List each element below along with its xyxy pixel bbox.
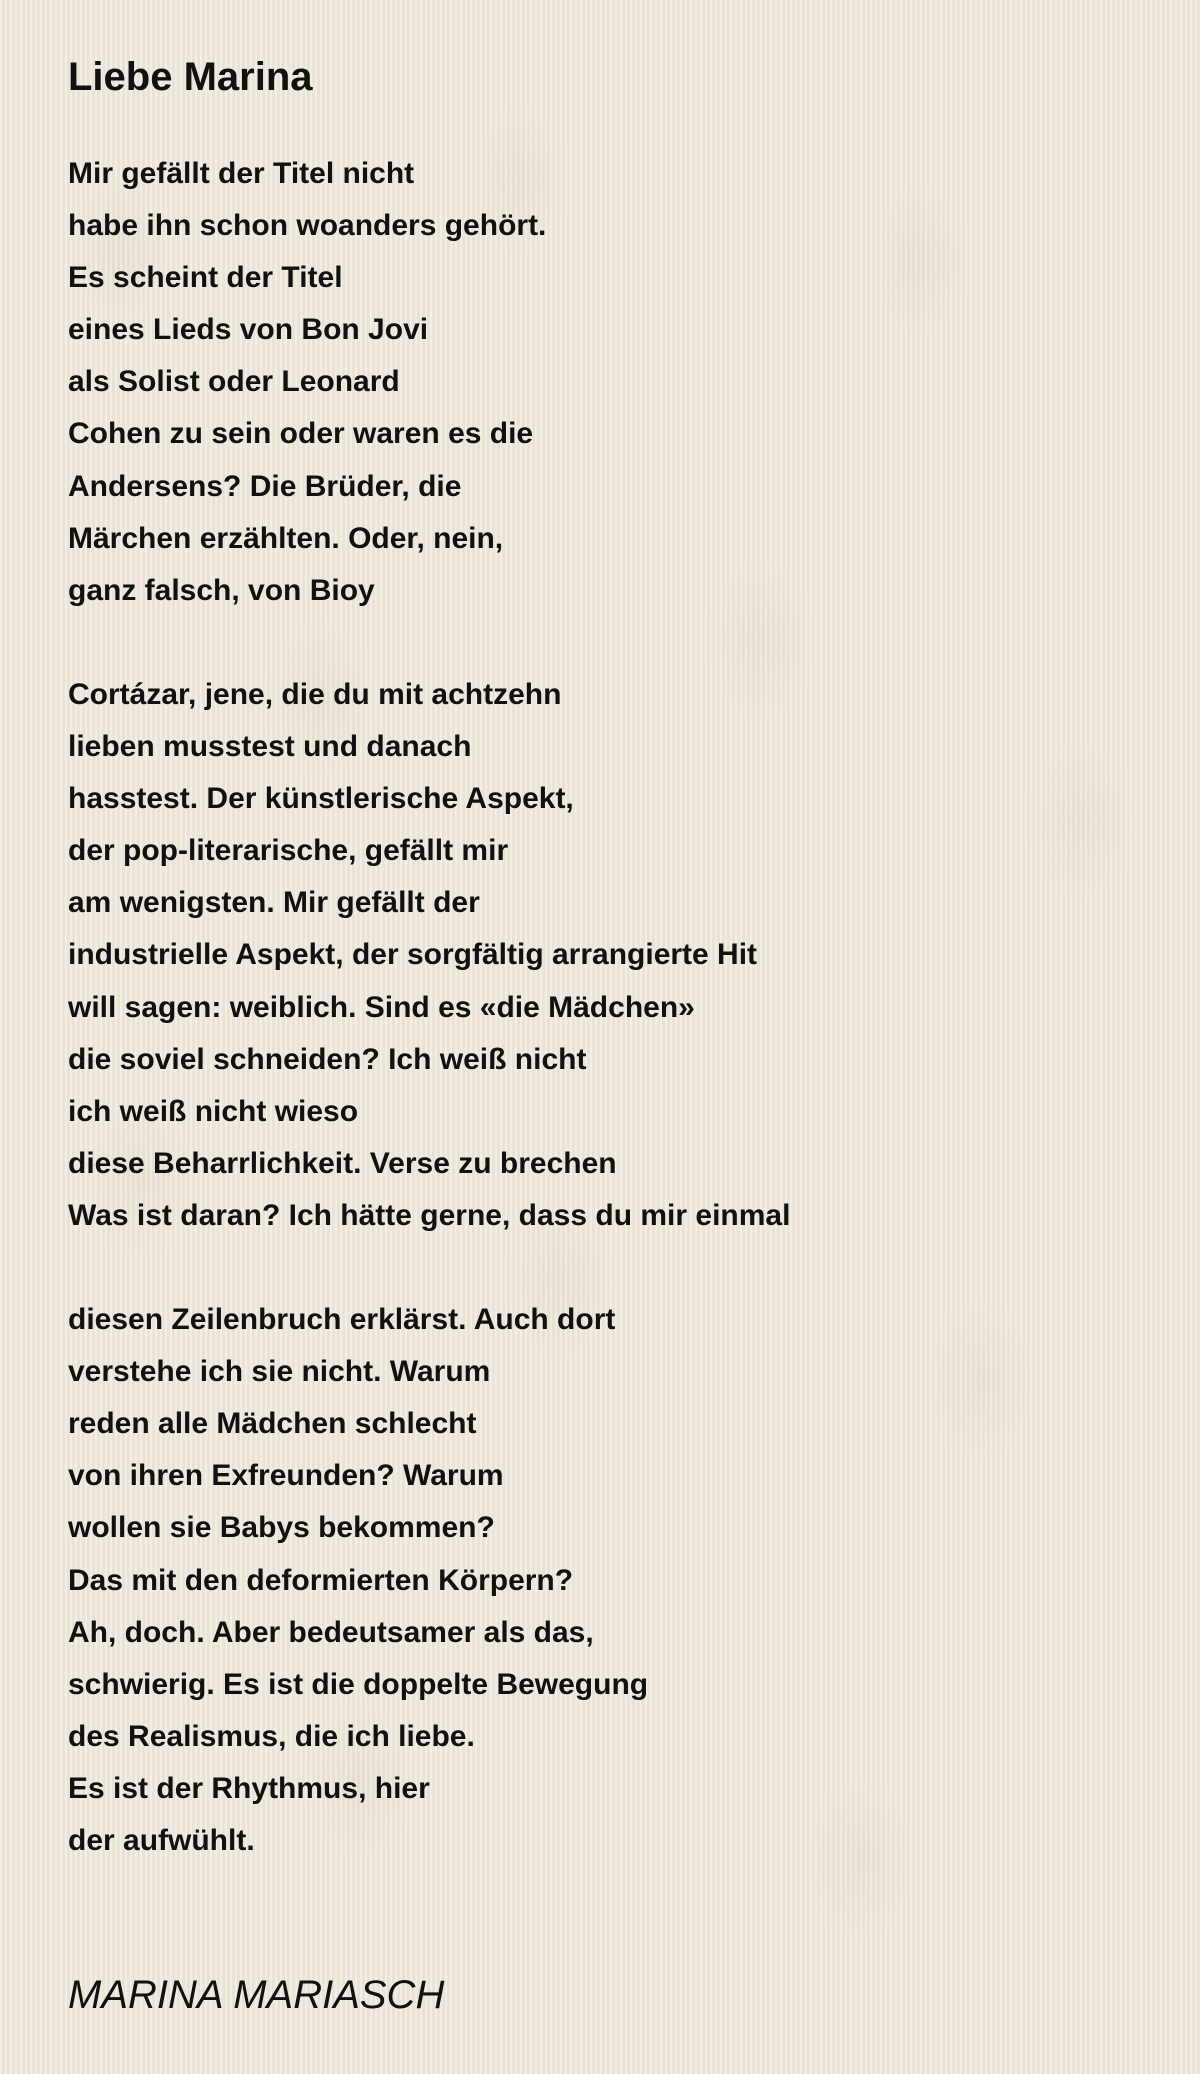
poem-line: der pop-literarische, gefällt mir	[68, 834, 509, 868]
poem-line: verstehe ich sie nicht. Warum	[68, 1355, 491, 1389]
stanza-break	[68, 1242, 790, 1294]
poem-line: Mir gefällt der Titel nicht	[68, 157, 415, 190]
poem-line: hasstest. Der künstlerische Aspekt,	[68, 782, 574, 816]
poem-line: wollen sie Babys bekommen?	[68, 1511, 495, 1545]
poem-line: eines Lieds von Bon Jovi	[68, 313, 429, 347]
poem-line: Was ist daran? Ich hätte gerne, dass du mir einmal	[68, 1198, 791, 1232]
poem-line: ganz falsch, von Bioy	[68, 573, 375, 607]
poem-line: Es scheint der Titel	[68, 261, 343, 295]
poem-line: am wenigsten. Mir gefällt der	[68, 886, 480, 920]
poem-line: der aufwühlt.	[68, 1824, 255, 1857]
poem-line: Cortázar, jene, die du mit achtzehn	[68, 677, 562, 711]
poem-line: Andersens? Die Brüder, die	[68, 469, 462, 503]
poem-line: Es ist der Rhythmus, hier	[68, 1771, 430, 1805]
poem-line: Märchen erzählten. Oder, nein,	[68, 521, 504, 555]
poem-line: von ihren Exfreunden? Warum	[68, 1459, 504, 1493]
poem-line: schwierig. Es ist die doppelte Bewegung	[68, 1667, 649, 1701]
poem-line: diesen Zeilenbruch erklärst. Auch dort	[68, 1303, 616, 1337]
poem-line: habe ihn schon woanders gehört.	[68, 209, 547, 243]
poem-line: Ah, doch. Aber bedeutsamer als das,	[68, 1615, 594, 1649]
poem-line: als Solist oder Leonard	[68, 365, 400, 399]
stanza-break	[68, 617, 790, 669]
poem-line: reden alle Mädchen schlecht	[68, 1407, 477, 1441]
poem-line: industrielle Aspekt, der sorgfältig arrangierte Hit	[68, 938, 758, 972]
poem-author: MARINA MARIASCH	[68, 1973, 445, 2017]
poem-line: diese Beharrlichkeit. Verse zu brechen	[68, 1146, 617, 1180]
poem-line: die soviel schneiden? Ich weiß nicht	[68, 1042, 587, 1076]
poem-body	[68, 148, 790, 1867]
poem-line: will sagen: weiblich. Sind es «die Mädchen»	[68, 990, 695, 1024]
poem-line: des Realismus, die ich liebe.	[68, 1719, 475, 1753]
poem-line: Das mit den deformierten Körpern?	[68, 1563, 574, 1597]
poem-line: ich weiß nicht wieso	[68, 1094, 359, 1128]
poem-line: lieben musstest und danach	[68, 730, 472, 764]
poem-line: Cohen zu sein oder waren es die	[68, 417, 534, 451]
poem-title: Liebe Marina	[68, 55, 313, 99]
